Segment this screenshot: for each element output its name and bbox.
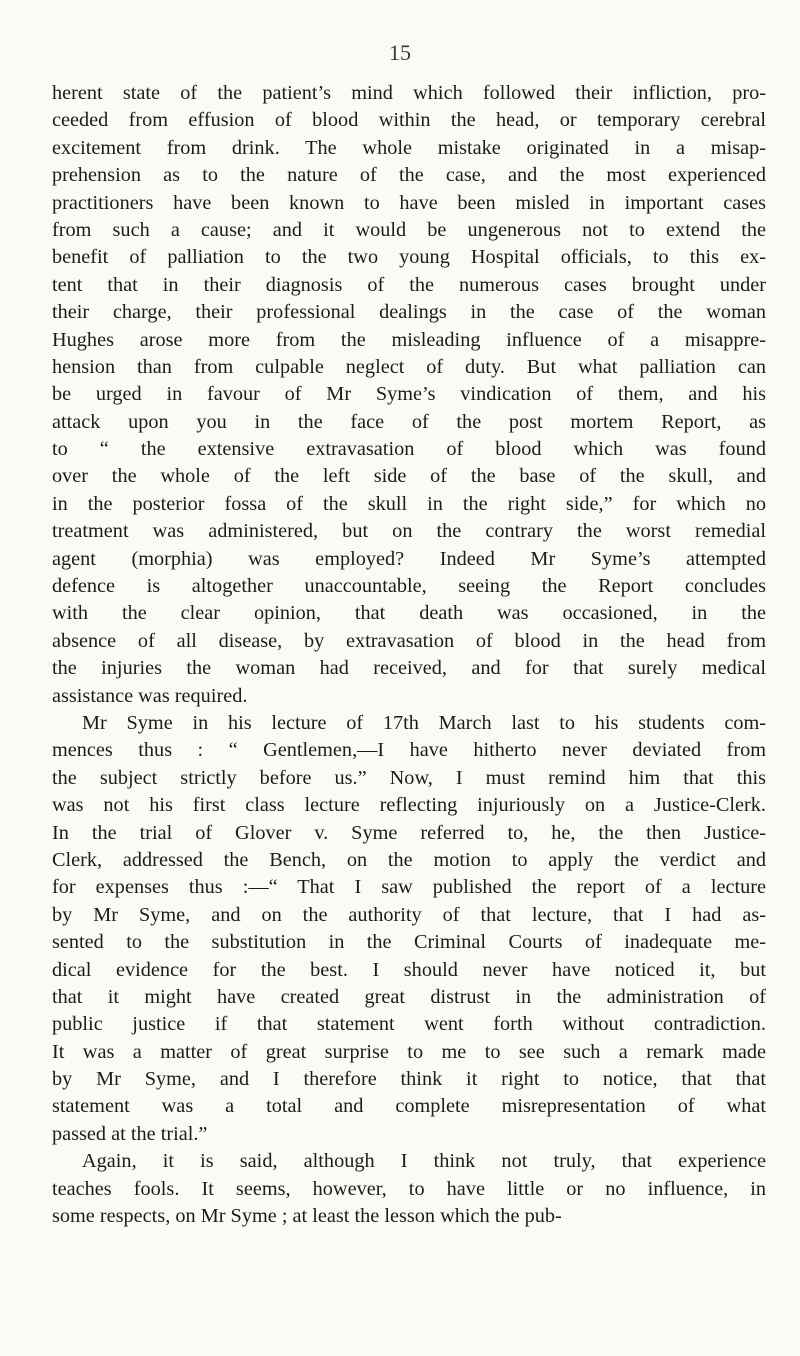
text-line: the injuries the woman had received, and for that surely medical [52, 657, 766, 680]
text-line: prehension as to the nature of the case, and the most experienced [52, 164, 766, 187]
text-line: In the trial of Glover v. Syme referred to, he, the then Justice- [52, 821, 766, 844]
text-line: that it might have created great distrust in the administration of [52, 985, 766, 1008]
text-line: practitioners have been known to have been misled in important cases [52, 191, 766, 214]
text-line: agent (morphia) was employed? Indeed Mr Syme’s attempted [52, 547, 766, 570]
text-line: with the clear opinion, that death was occasioned, in the [52, 602, 766, 625]
text-line: in the posterior fossa of the skull in the right side,” for which no [52, 492, 766, 515]
text-line: Again, it is said, although I think not truly, that experience [82, 1150, 766, 1173]
text-line: teaches fools. It seems, however, to have little or no influence, in [52, 1177, 766, 1200]
text-line: assistance was required. [52, 684, 248, 707]
text-line: Clerk, addressed the Bench, on the motion to apply the verdict and [52, 848, 766, 871]
text-line: public justice if that statement went forth without contradiction. [52, 1013, 766, 1036]
text-line: attack upon you in the face of the post mortem Report, as [52, 410, 766, 433]
text-line: hension than from culpable neglect of duty. But what palliation can [52, 355, 766, 378]
paragraph [52, 1148, 766, 1230]
text-line: from such a cause; and it would be ungenerous not to extend the [52, 218, 766, 241]
text-line: absence of all disease, by extravasation of blood in the head from [52, 629, 766, 652]
paragraph [52, 710, 766, 1148]
text-line: by Mr Syme, and I therefore think it right to notice, that that [52, 1068, 766, 1091]
text-line: passed at the trial.” [52, 1122, 208, 1145]
text-line: Mr Syme in his lecture of 17th March last to his students com- [82, 711, 766, 734]
text-line: for expenses thus :—“ That I saw published the report of a lecture [52, 876, 766, 899]
text-line: defence is altogether unaccountable, seeing the Report concludes [52, 575, 766, 598]
text-line: to “ the extensive extravasation of blood which was found [52, 438, 766, 461]
text-line: tent that in their diagnosis of the numerous cases brought under [52, 273, 766, 296]
page-number: 15 [389, 40, 411, 65]
text-line: over the whole of the left side of the base of the skull, and [52, 465, 766, 488]
text-line: herent state of the patient’s mind which followed their infliction, pro- [52, 82, 766, 104]
text-line: statement was a total and complete misrepresentation of what [52, 1095, 766, 1118]
text-line: sented to the substitution in the Criminal Courts of inadequate me- [52, 931, 766, 954]
text-line: their charge, their professional dealings in the case of the woman [52, 301, 766, 324]
text-line: It was a matter of great surprise to me to see such a remark made [52, 1040, 766, 1063]
text-line: dical evidence for the best. I should never have noticed it, but [52, 958, 766, 981]
text-line: was not his first class lecture reflecting injuriously on a Justice-Clerk. [52, 794, 766, 817]
body-text [52, 80, 766, 1230]
text-line: treatment was administered, but on the contrary the worst remedial [52, 520, 766, 543]
text-line: ceeded from effusion of blood within the head, or temporary cerebral [52, 109, 766, 132]
text-line: excitement from drink. The whole mistake originated in a misap- [52, 136, 766, 159]
paragraph [52, 80, 766, 710]
text-line: by Mr Syme, and on the authority of that lecture, that I had as- [52, 903, 766, 926]
text-line: be urged in favour of Mr Syme’s vindication of them, and his [52, 383, 766, 406]
text-line: the subject strictly before us.” Now, I must remind him that this [52, 766, 766, 789]
text-line: some respects, on Mr Syme ; at least the lesson which the pub- [52, 1205, 562, 1228]
text-line: Hughes arose more from the misleading influence of a misappre- [52, 328, 766, 351]
text-line: benefit of palliation to the two young Hospital officials, to this ex- [52, 246, 766, 269]
text-line: mences thus : “ Gentlemen,—I have hitherto never deviated from [52, 739, 766, 762]
